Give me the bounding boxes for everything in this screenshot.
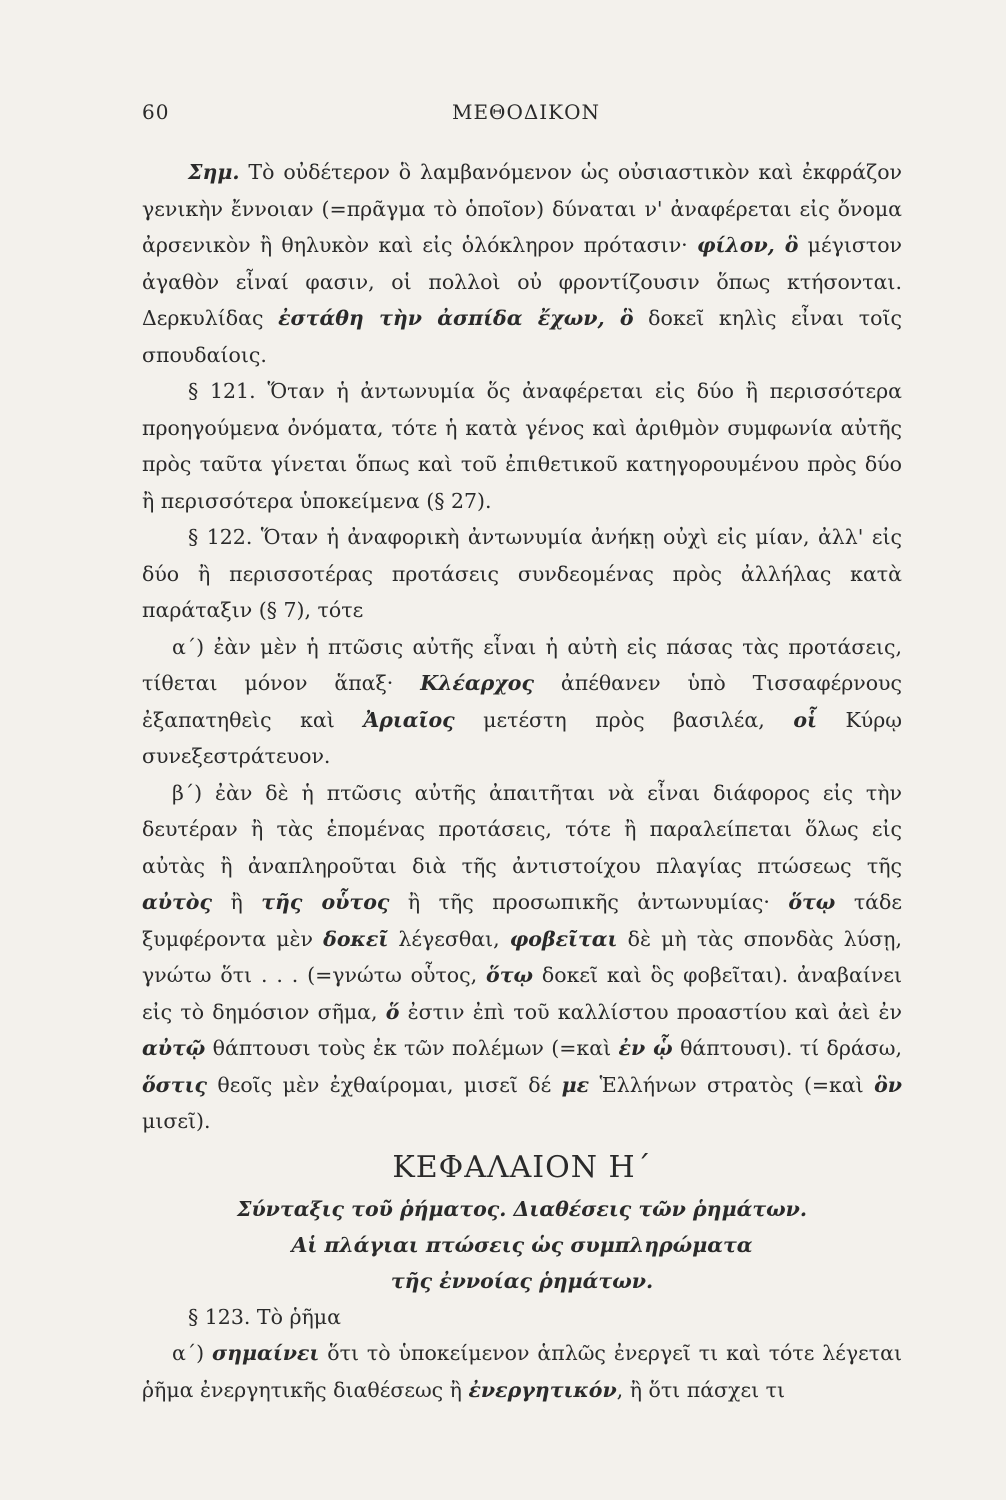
text-run: Τὸ οὐδέτερον ὃ λαμβανόμενον ὡς οὐσιαστικὸν καὶ ἐκφράζον γενικὴν ἔννοιαν (=πρᾶγμα τὸ ὁποῖον) δύναται ν' ἀναφέρεται εἰς ὄνομα ἀρσενικὸν ἢ θηλυκὸν καὶ εἰς ὁλόκληρον πρότασιν· bbox=[142, 160, 902, 257]
example-word: ὅστις bbox=[142, 1072, 207, 1097]
text-run: μισεῖ). bbox=[142, 1109, 211, 1133]
section-121: § 121. Ὅταν ἡ ἀντωνυμία ὅς ἀναφέρεται εἰς δύο ἢ περισσότερα προηγούμενα ὀνόματα, τότε ἡ κατὰ γένος καὶ ἀριθμὸν συμφωνία αὐτῆς πρὸς ταῦτα γίνεται ὅπως καὶ τοῦ ἐπιθετικοῦ κατηγορουμένου πρὸς δύο ἢ περισσότερα ὑποκείμενα (§ 27). bbox=[142, 379, 902, 513]
text-run: ἢ bbox=[211, 890, 262, 914]
body-text-2 bbox=[142, 1299, 902, 1409]
example-word: Ἀριαῖος bbox=[363, 707, 455, 732]
example-word: τῆς οὗτος bbox=[261, 890, 390, 914]
example-word: σημαίνει bbox=[212, 1341, 320, 1365]
example-word: ὅ bbox=[385, 999, 400, 1024]
text-run: θάπτουσι). τί δράσω, bbox=[672, 1036, 903, 1060]
example-word: δοκεῖ bbox=[323, 926, 389, 951]
body-text bbox=[142, 154, 902, 1140]
note-label: Σημ. bbox=[188, 160, 240, 184]
text-run: δοκεῖ κηλὶς εἶναι τοῖς σπουδαίοις. bbox=[142, 306, 903, 367]
section-122: § 122. Ὅταν ἡ ἀναφορικὴ ἀντωνυμία ἀνήκῃ οὐχὶ εἰς μίαν, ἀλλ' εἰς δύο ἢ περισσοτέρας προτάσεις συνδεομένας πρὸς ἀλλήλας κατὰ παράταξιν (§ 7), τότε bbox=[142, 525, 902, 622]
text-run: ὅτι τὸ ὑποκείμενον ἁπλῶς ἐνεργεῖ τι καὶ τότε λέγεται ῥῆμα ἐνεργητικῆς διαθέσεως ἢ bbox=[142, 1341, 902, 1402]
text-run: Ἑλλήνων στρατὸς (=καὶ bbox=[589, 1072, 875, 1097]
example-word: φίλον, ὃ bbox=[696, 233, 799, 257]
example-word: με bbox=[561, 1072, 590, 1097]
chapter-subtitle-1: Σύνταξις τοῦ ῥήματος. Διαθέσεις τῶν ῥημάτων. bbox=[236, 1196, 808, 1221]
page-number: 60 bbox=[142, 100, 170, 124]
text-run: , ἢ ὅτι πάσχει τι bbox=[616, 1377, 786, 1402]
note-paragraph bbox=[142, 154, 902, 373]
text-run: λέγεσθαι, bbox=[388, 926, 510, 951]
example-word: Κλέαρχος bbox=[420, 671, 534, 695]
example-word: ὅτῳ bbox=[788, 890, 836, 914]
example-word: οἷ bbox=[793, 707, 817, 732]
text-run: θεοῖς μὲν ἐχθαίρομαι, μισεῖ δέ bbox=[206, 1072, 562, 1097]
running-title: ΜΕΘΟΔΙΚΟΝ bbox=[451, 100, 601, 124]
example-word: ὃν bbox=[874, 1072, 902, 1097]
text-run: μέγιστον ἀγαθὸν εἶναί φασιν, οἱ πολλοὶ οὐ φροντίζουσιν ὅπως κτήσονται. Δερκυλίδας bbox=[142, 233, 903, 330]
page-header bbox=[142, 92, 910, 132]
text-run: δὲ μὴ τὰς σπονδὰς λύσῃ, γνώτω ὅτι . . . (=γνώτω οὗτος, bbox=[142, 926, 902, 987]
text-run: Κύρῳ συνεξεστράτευον. bbox=[142, 707, 902, 768]
section-123-a bbox=[142, 1335, 902, 1408]
example-word: αὐτῷ bbox=[142, 1036, 206, 1060]
chapter-subtitle-3: τῆς ἐννοίας ῥημάτων. bbox=[390, 1268, 654, 1293]
text-run: ἀπέθανεν ὑπὸ Τισσαφέρνους ἐξαπατηθεὶς καὶ bbox=[142, 671, 902, 732]
text-run: τάδε ξυμφέροντα μὲν bbox=[142, 890, 902, 951]
example-word: ἐν ᾧ bbox=[618, 1036, 673, 1060]
section-122-b bbox=[142, 775, 902, 1140]
text-run: α΄) ἐὰν μὲν ἡ πτῶσις αὐτῆς εἶναι ἡ αὐτὴ εἰς πάσας τὰς προτάσεις, τίθεται μόνον ἅπαξ· bbox=[142, 634, 902, 695]
section-123: § 123. Τὸ ῥῆμα bbox=[188, 1304, 341, 1329]
example-word: ἐστάθη τὴν ἀσπίδα ἔχων, ὃ bbox=[278, 306, 634, 330]
chapter-title: ΚΕΦΑΛΑΙΟΝ Η΄ bbox=[392, 1149, 652, 1185]
text-run: θάπτουσι τοὺς ἐκ τῶν πολέμων (=καὶ bbox=[205, 1036, 619, 1060]
section-122-a bbox=[142, 629, 902, 775]
text-run: β΄) ἐὰν δὲ ἡ πτῶσις αὐτῆς ἀπαιτῆται νὰ εἶναι διάφορος εἰς τὴν δευτέραν ἢ τὰς ἑπομένας προτάσεις, τότε ἢ παραλείπεται ὅλως εἰς αὐτὰς ἢ ἀναπληροῦται διὰ τῆς ἀντιστοίχου πλαγίας πτώσεως τῆς bbox=[142, 780, 902, 878]
text-run: ἐστιν ἐπὶ τοῦ καλλίστου προαστίου καὶ ἀεὶ ἐν bbox=[399, 999, 902, 1024]
text-run: μετέστη πρὸς βασιλέα, bbox=[454, 707, 794, 732]
text-run: ἢ τῆς προσωπικῆς ἀντωνυμίας· bbox=[389, 890, 789, 914]
example-word: αὐτὸς bbox=[142, 890, 212, 914]
example-word: ὅτῳ bbox=[486, 963, 534, 987]
text-run: α΄) bbox=[172, 1341, 213, 1365]
example-word: φοβεῖται bbox=[509, 926, 618, 951]
chapter-subtitle-2: Αἱ πλάγιαι πτώσεις ὡς συμπληρώματα bbox=[291, 1232, 753, 1257]
example-word: ἐνεργητικόν bbox=[468, 1377, 617, 1402]
text-run: δοκεῖ καὶ ὃς φοβεῖται). ἀναβαίνει εἰς τὸ δημόσιον σῆμα, bbox=[142, 963, 902, 1024]
